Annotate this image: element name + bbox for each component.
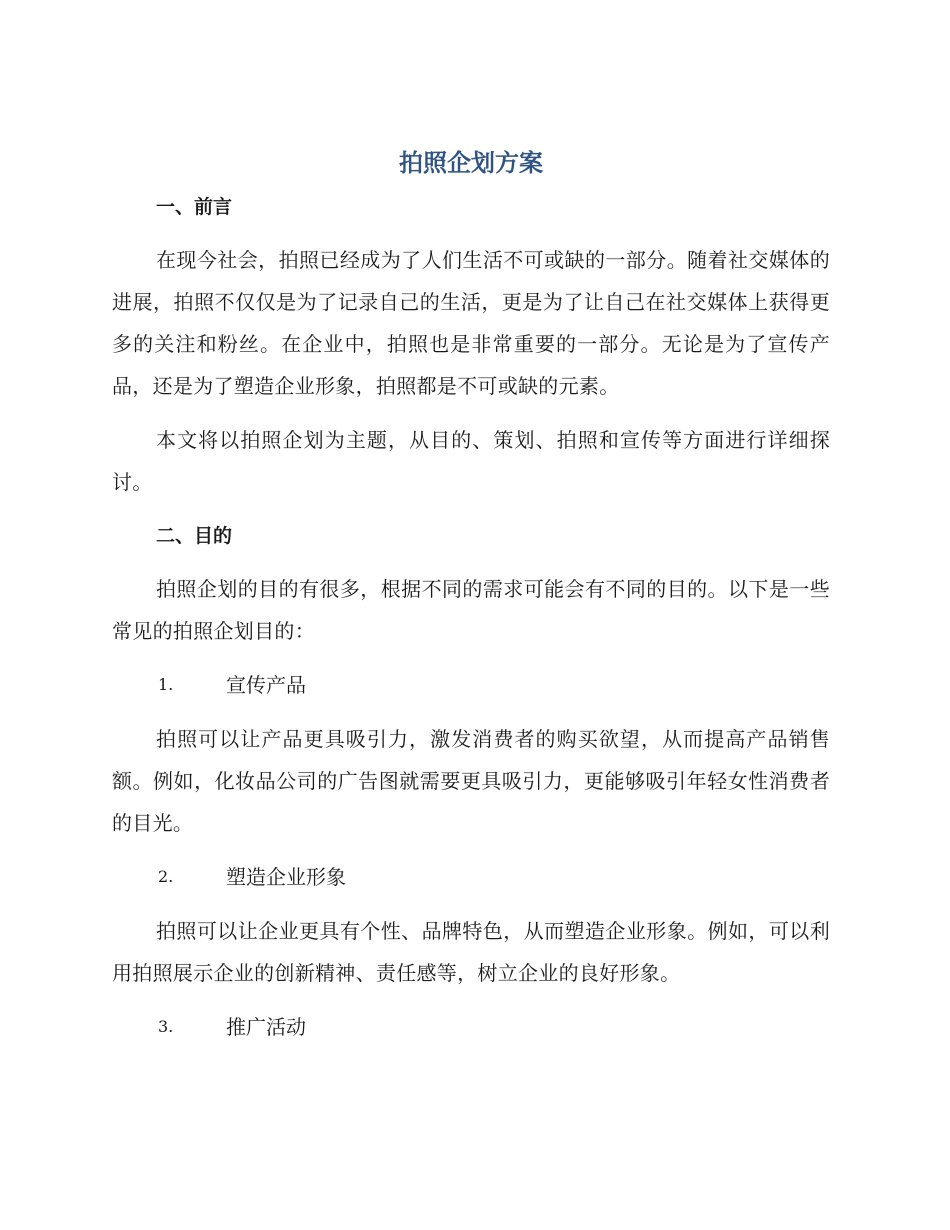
spacer bbox=[112, 557, 830, 568]
list-number: 2. bbox=[158, 867, 174, 886]
paragraph-purpose-1: 拍照企划的目的有很多，根据不同的需求可能会有不同的目的。以下是一些常见的拍照企划目的： bbox=[112, 577, 830, 643]
list-number: 1. bbox=[158, 675, 174, 694]
paragraph-item-2-desc: 拍照可以让企业更具有个性、品牌特色，从而塑造企业形象。例如，可以利用拍照展示企业的创新精神、责任感等，树立企业的良好形象。 bbox=[112, 919, 830, 985]
section-heading-intro: 一、前言 bbox=[156, 196, 233, 218]
list-item bbox=[112, 664, 830, 706]
paragraph-intro-1: 在现今社会，拍照已经成为了人们生活不可或缺的一部分。随着社交媒体的进展，拍照不仅仅是为了记录自己的生活，更是为了让自己在社交媒体上获得更多的关注和粉丝。在企业中，拍照也是非常重要的一部分。无论是为了宣传产品，还是为了塑造企业形象，拍照都是不可或缺的元素。 bbox=[112, 248, 830, 398]
list-item bbox=[112, 1006, 830, 1048]
paragraph-item-1-desc: 拍照可以让产品更具吸引力，激发消费者的购买欲望，从而提高产品销售额。例如，化妆品公司的广告图就需要更具吸引力，更能够吸引年轻女性消费者的目光。 bbox=[112, 727, 830, 835]
spacer bbox=[112, 228, 830, 239]
spacer bbox=[112, 503, 830, 515]
document-page bbox=[112, 140, 830, 1048]
spacer bbox=[112, 844, 830, 856]
spacer bbox=[112, 898, 830, 910]
spacer bbox=[112, 652, 830, 664]
spacer bbox=[112, 994, 830, 1006]
list-label: 塑造企业形象 bbox=[226, 865, 346, 889]
list-label: 宣传产品 bbox=[226, 673, 306, 697]
document-title: 拍照企划方案 bbox=[399, 149, 543, 177]
spacer bbox=[112, 407, 830, 419]
paragraph-intro-2: 本文将以拍照企划为主题，从目的、策划、拍照和宣传等方面进行详细探讨。 bbox=[112, 428, 830, 494]
spacer bbox=[112, 706, 830, 718]
section-heading-purpose: 二、目的 bbox=[156, 525, 233, 547]
list-number: 3. bbox=[158, 1017, 174, 1036]
list-item bbox=[112, 856, 830, 898]
list-label: 推广活动 bbox=[226, 1015, 306, 1039]
